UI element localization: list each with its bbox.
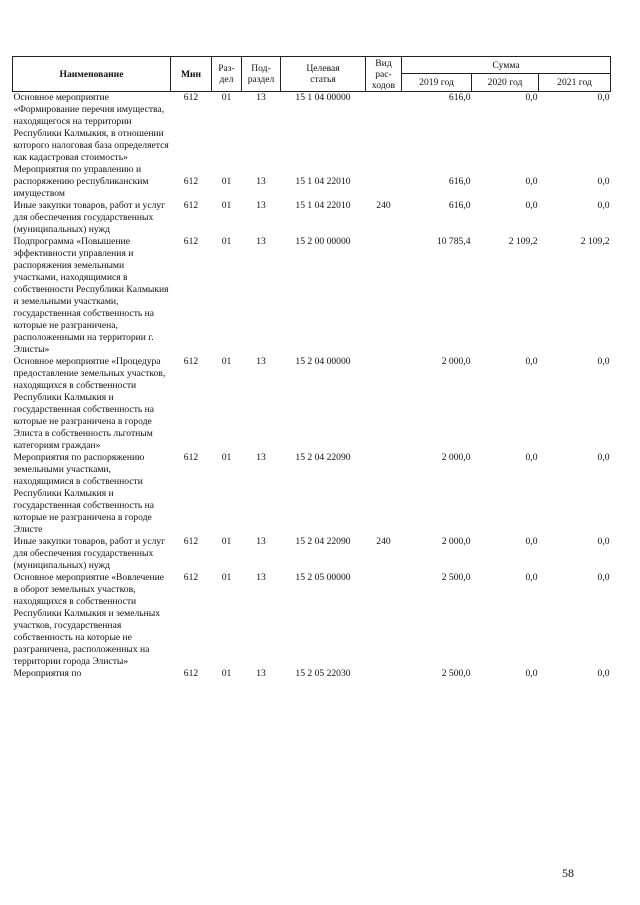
row-2019: 616,0 <box>448 200 471 211</box>
row-2021: 0,0 <box>597 200 610 211</box>
row-razdel: 01 <box>221 200 232 211</box>
row-2020: 0,0 <box>525 668 538 679</box>
table-header <box>13 57 611 92</box>
row-razdel: 01 <box>221 536 232 547</box>
row-2019: 2 500,0 <box>441 572 471 583</box>
row-2020: 0,0 <box>525 200 538 211</box>
header-vid: Вид рас- ходов <box>366 57 402 92</box>
row-2019: 2 000,0 <box>441 536 471 547</box>
row-name: Иные закупки товаров, работ и услуг для обеспечения государственных (муниципальных) нужд <box>13 200 166 235</box>
row-2021: 0,0 <box>597 92 610 103</box>
row-2020: 0,0 <box>525 572 538 583</box>
row-podrazdel: 13 <box>256 668 266 679</box>
row-name: Основное мероприятие «Процедура предоставление земельных участков, находящихся в собственности Республики Калмыкия и государственная собственность на которые не разграничена в городе Элиста в собственность льготным категориям граждан» <box>13 356 166 451</box>
header-podrazdel: Под- раздел <box>242 57 281 92</box>
row-razdel: 01 <box>221 236 232 247</box>
table-body <box>13 92 611 681</box>
row-2021: 2 109,2 <box>580 236 610 247</box>
header-celevaya: Целевая статья <box>281 57 366 92</box>
row-2019: 616,0 <box>448 92 471 103</box>
row-razdel: 01 <box>221 572 232 583</box>
header-2021: 2021 год <box>539 74 611 92</box>
row-razdel: 01 <box>221 92 232 103</box>
row-razdel: 01 <box>221 668 232 679</box>
row-2020: 0,0 <box>525 356 538 367</box>
header-razdel: Раз- дел <box>212 57 242 92</box>
row-2021: 0,0 <box>597 452 610 463</box>
table-row <box>13 572 611 668</box>
row-vid <box>366 572 402 668</box>
table-row <box>13 200 611 236</box>
page-number: 58 <box>562 866 574 880</box>
row-vid <box>366 164 402 200</box>
row-name: Мероприятия по <box>13 668 82 679</box>
row-celevaya: 15 1 04 22010 <box>295 176 351 187</box>
header-2020: 2020 год <box>472 74 539 92</box>
budget-table <box>12 56 611 680</box>
row-2021: 0,0 <box>597 668 610 679</box>
table-row <box>13 668 611 680</box>
row-2021: 0,0 <box>597 356 610 367</box>
table-row <box>13 236 611 356</box>
row-celevaya: 15 1 04 00000 <box>295 92 351 103</box>
row-2021: 0,0 <box>597 176 610 187</box>
row-vid <box>366 356 402 452</box>
row-celevaya: 15 2 05 00000 <box>295 572 351 583</box>
row-min: 612 <box>183 572 199 583</box>
row-min: 612 <box>183 200 199 211</box>
row-2021: 0,0 <box>597 536 610 547</box>
row-2020: 2 109,2 <box>508 236 538 247</box>
row-2021: 0,0 <box>597 572 610 583</box>
row-min: 612 <box>183 668 199 679</box>
row-2019: 2 000,0 <box>441 356 471 367</box>
row-celevaya: 15 2 04 00000 <box>295 356 351 367</box>
row-2020: 0,0 <box>525 92 538 103</box>
table-row <box>13 536 611 572</box>
row-razdel: 01 <box>221 356 232 367</box>
row-celevaya: 15 2 04 22090 <box>295 536 351 547</box>
row-min: 612 <box>183 92 199 103</box>
row-podrazdel: 13 <box>256 536 266 547</box>
row-podrazdel: 13 <box>256 92 266 103</box>
row-podrazdel: 13 <box>256 176 266 187</box>
row-name: Подпрограмма «Повышение эффективности управления и распоряжения земельными участками, находящимися в собственности Республики Калмыкия и земельными участками, государственная собственность на которые не разграничена, расположенными на территории г. Элисты» <box>13 236 169 355</box>
row-celevaya: 15 2 05 22030 <box>295 668 351 679</box>
row-name: Мероприятия по управлению и распоряжению республиканским имуществом <box>13 164 149 199</box>
row-vid <box>366 452 402 536</box>
header-name: Наименование <box>13 57 171 92</box>
row-vid: 240 <box>376 536 391 547</box>
row-vid <box>366 236 402 356</box>
row-podrazdel: 13 <box>256 236 266 247</box>
row-min: 612 <box>183 452 199 463</box>
table-row <box>13 452 611 536</box>
table-row <box>13 164 611 200</box>
row-name: Основное мероприятие «Формирование перечня имущества, находящегося на территории Республики Калмыкия, в отношении которого налоговая база определяется как кадастровая стоимость» <box>13 92 169 163</box>
row-2019: 2 000,0 <box>441 452 471 463</box>
row-2019: 10 785,4 <box>436 236 471 247</box>
row-2020: 0,0 <box>525 452 538 463</box>
row-min: 612 <box>183 176 199 187</box>
row-2019: 2 500,0 <box>441 668 471 679</box>
row-2020: 0,0 <box>525 536 538 547</box>
row-podrazdel: 13 <box>256 200 266 211</box>
row-name: Иные закупки товаров, работ и услуг для обеспечения государственных (муниципальных) нужд <box>13 536 166 571</box>
row-podrazdel: 13 <box>256 452 266 463</box>
header-2019: 2019 год <box>402 74 472 92</box>
row-razdel: 01 <box>221 452 232 463</box>
row-razdel: 01 <box>221 176 232 187</box>
row-celevaya: 15 2 04 22090 <box>295 452 351 463</box>
row-name: Основное мероприятие «Вовлечение в оборот земельных участков, находящихся в собственности Республики Калмыкия и земельных участков, государственная собственность на которые не разграничена, расположенных на территории города Элисты» <box>13 572 165 667</box>
row-vid <box>366 668 402 680</box>
row-celevaya: 15 1 04 22010 <box>295 200 351 211</box>
row-min: 612 <box>183 536 199 547</box>
row-podrazdel: 13 <box>256 572 266 583</box>
table-row <box>13 356 611 452</box>
row-podrazdel: 13 <box>256 356 266 367</box>
row-vid <box>366 92 402 165</box>
row-min: 612 <box>183 356 199 367</box>
row-2020: 0,0 <box>525 176 538 187</box>
header-min: Мин <box>171 57 212 92</box>
row-vid: 240 <box>376 200 391 211</box>
row-min: 612 <box>183 236 199 247</box>
header-summa: Сумма <box>402 57 611 74</box>
row-name: Мероприятия по распоряжению земельными участками, находящимися в собственности Республики Калмыкия и государственная собственность на которые не разграничена в городе Элисте <box>13 452 155 535</box>
row-celevaya: 15 2 00 00000 <box>295 236 351 247</box>
row-2019: 616,0 <box>448 176 471 187</box>
table-row <box>13 92 611 165</box>
